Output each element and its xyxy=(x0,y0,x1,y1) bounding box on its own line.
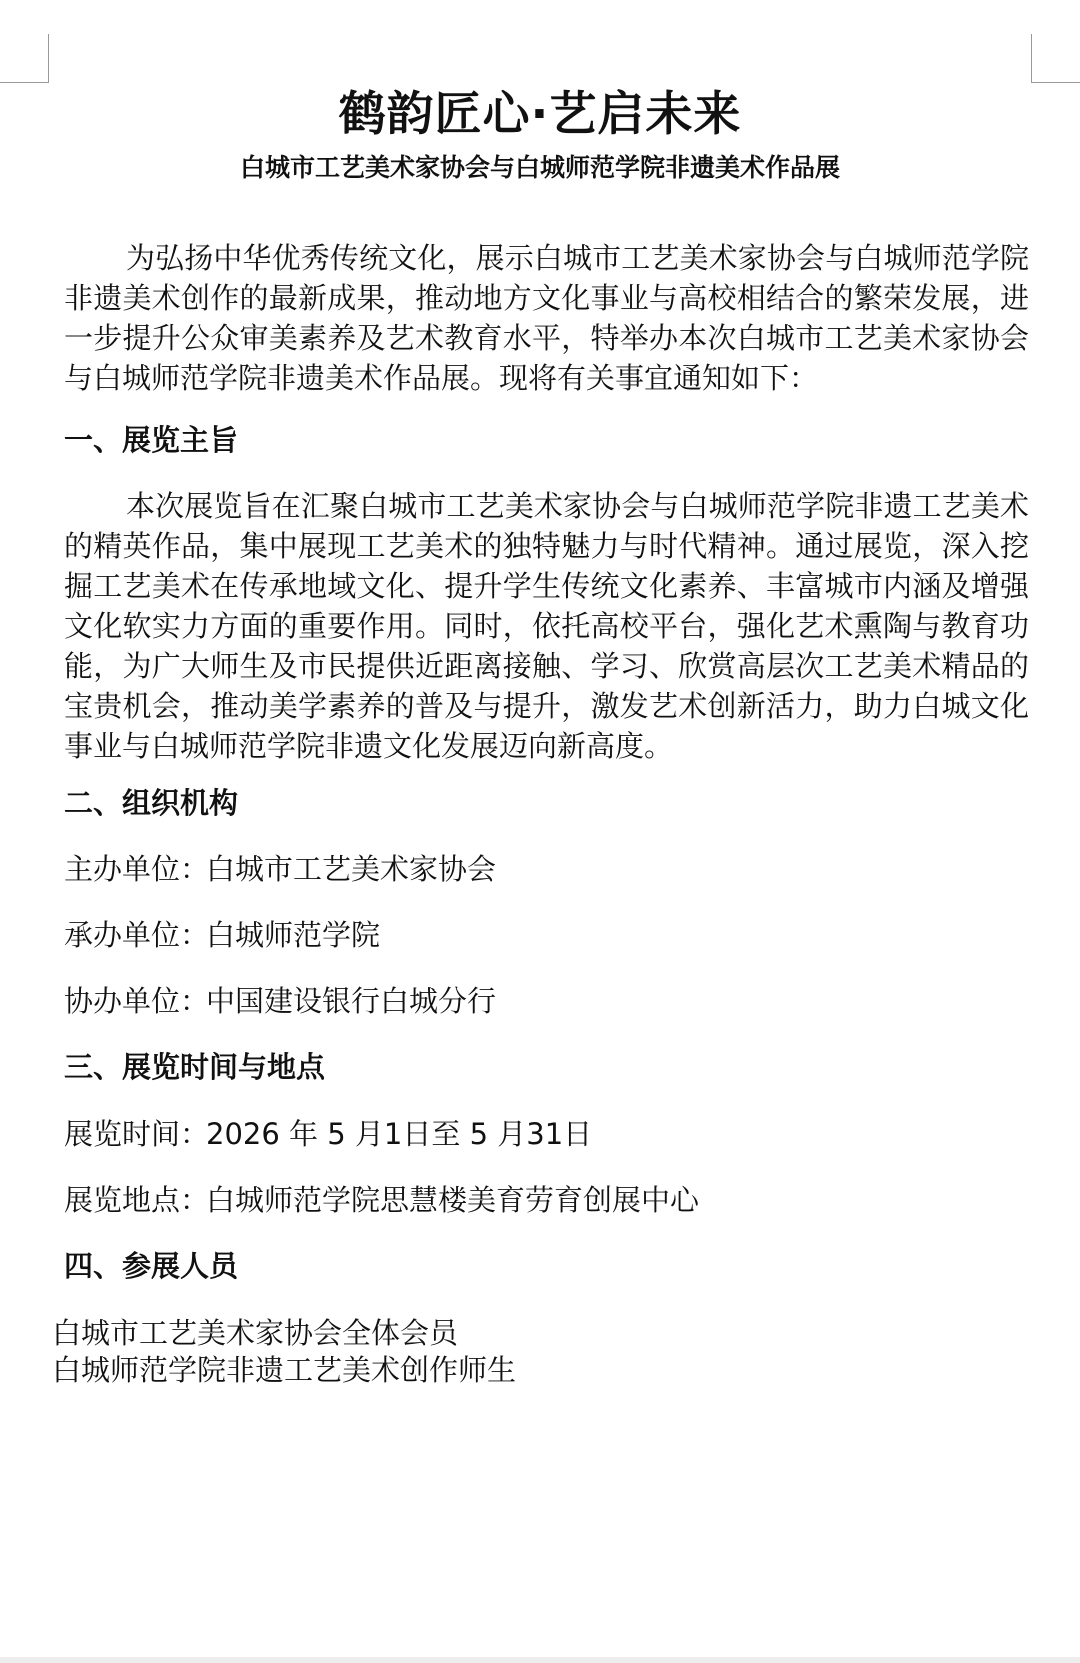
section-heading-4 xyxy=(64,1246,238,1286)
section-heading-1 xyxy=(64,420,238,460)
row-value: 2026 年 5 月1日至 5 月31日 xyxy=(206,1117,593,1151)
row-label: 展览地点： xyxy=(64,1183,210,1217)
participant-line: 白城市工艺美术家协会全体会员 xyxy=(52,1316,459,1350)
row-value: 中国建设银行白城分行 xyxy=(206,984,497,1018)
row-value: 白城师范学院 xyxy=(206,918,381,952)
section-title: 组织机构 xyxy=(122,786,239,820)
row-value: 白城师范学院思慧楼美育劳育创展中心 xyxy=(206,1183,700,1217)
document-subtitle: 白城市工艺美术家协会与白城师范学院非遗美术作品展 xyxy=(239,153,840,182)
page-corner-mark-top-right xyxy=(1031,34,1080,83)
section-number: 二、 xyxy=(64,786,123,820)
participant-line: 白城师范学院非遗工艺美术创作师生 xyxy=(52,1353,517,1387)
section-title: 展览时间与地点 xyxy=(122,1050,326,1084)
bottom-edge xyxy=(0,1657,1080,1663)
document-title: 鹤韵匠心·艺启未来 xyxy=(338,87,742,142)
intro-paragraph: 为弘扬中华优秀传统文化，展示白城市工艺美术家协会与白城师范学院非遗美术创作的最新成果，推动地方文化事业与高校相结合的繁荣发展，进一步提升公众审美素养及艺术教育水平，特举办本次白城市工艺美术家协会与白城师范学院非遗美术作品展。现将有关事宜通知如下： xyxy=(64,241,1029,395)
section-number: 四、 xyxy=(64,1249,123,1283)
co-organizer-row xyxy=(64,981,496,1021)
organizer-row xyxy=(64,849,496,889)
section-number: 三、 xyxy=(64,1050,123,1084)
row-value: 白城市工艺美术家协会 xyxy=(206,852,497,886)
row-label: 主办单位： xyxy=(64,852,210,886)
undertaker-row xyxy=(64,915,380,955)
section-title: 展览主旨 xyxy=(122,423,239,457)
section-heading-2 xyxy=(64,783,238,823)
exhibition-venue-row xyxy=(64,1180,699,1220)
exhibition-time-row xyxy=(64,1114,592,1154)
row-label: 协办单位： xyxy=(64,984,210,1018)
page-corner-mark-top-left xyxy=(0,34,49,83)
section-number: 一、 xyxy=(64,423,123,457)
section-heading-3 xyxy=(64,1047,325,1087)
section-title: 参展人员 xyxy=(122,1249,239,1283)
section-1-paragraph: 本次展览旨在汇聚白城市工艺美术家协会与白城师范学院非遗工艺美术的精英作品，集中展现工艺美术的独特魅力与时代精神。通过展览，深入挖掘工艺美术在传承地域文化、提升学生传统文化素养、丰富城市内涵及增强文化软实力方面的重要作用。同时，依托高校平台，强化艺术熏陶与教育功能，为广大师生及市民提供近距离接触、学习、欣赏高层次工艺美术精品的宝贵机会，推动美学素养的普及与提升，激发艺术创新活力，助力白城文化事业与白城师范学院非遗文化发展迈向新高度。 xyxy=(64,489,1029,763)
row-label: 展览时间： xyxy=(64,1117,210,1151)
row-label: 承办单位： xyxy=(64,918,210,952)
